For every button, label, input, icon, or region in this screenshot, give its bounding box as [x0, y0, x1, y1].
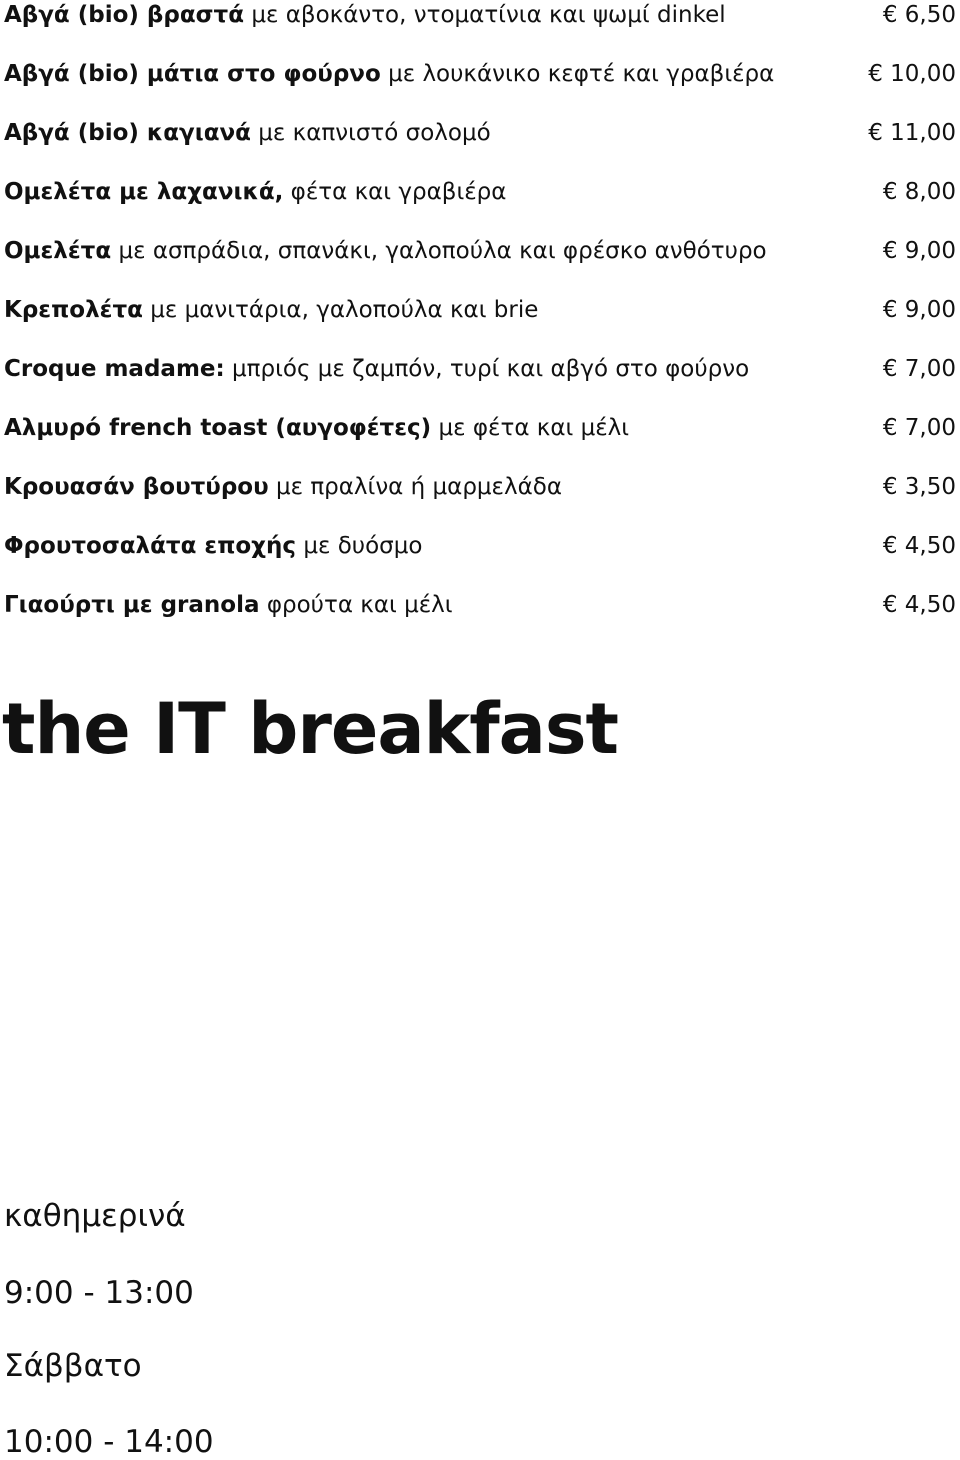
menu-item-name: Κρουασάν βουτύρου: [4, 474, 269, 500]
menu-item-price: € 10,00: [868, 61, 956, 87]
menu-item-description: με πραλίνα ή μαρμελάδα: [275, 474, 562, 500]
menu-item: [4, 351, 956, 387]
menu-item-price: € 7,00: [882, 415, 956, 441]
menu-item: [4, 292, 956, 328]
menu-item-description: με δυόσμο: [303, 533, 423, 559]
menu-item: [4, 0, 956, 33]
menu-item-description: με καπνιστό σολομό: [258, 120, 491, 146]
menu-item: [4, 528, 956, 564]
menu-item-price: € 11,00: [868, 120, 956, 146]
menu-item-price: € 9,00: [882, 238, 956, 264]
weekday-time: 9:00 - 13:00: [4, 1275, 194, 1311]
menu-item: [4, 115, 956, 151]
menu-item-description: φέτα και γραβιέρα: [290, 179, 507, 205]
menu-item: [4, 410, 956, 446]
menu-item-description: φρούτα και μέλι: [266, 592, 453, 618]
menu-item-text: [4, 356, 749, 382]
menu-item-name: Croque madame:: [4, 356, 225, 382]
menu-item-description: μπριός με ζαμπόν, τυρί και αβγό στο φούρνο: [232, 356, 750, 382]
menu-item-name: Αβγά (bio) καγιανά: [4, 120, 251, 146]
menu-item-price: € 8,00: [882, 179, 956, 205]
menu-item-name: Φρουτοσαλάτα εποχής: [4, 533, 297, 559]
section-title: the IT breakfast: [2, 688, 619, 770]
menu-item-text: [4, 238, 767, 264]
menu-item-price: € 9,00: [882, 297, 956, 323]
saturday-label: Σάββατο: [4, 1348, 142, 1384]
menu-item-text: [4, 297, 538, 323]
menu-item-name: Ομελέτα: [4, 238, 112, 264]
menu-item: [4, 233, 956, 269]
menu-item: [4, 587, 956, 623]
menu-item-price: € 7,00: [882, 356, 956, 382]
menu-item-text: [4, 120, 491, 146]
menu-item-text: [4, 2, 726, 28]
menu-item-description: με ασπράδια, σπανάκι, γαλοπούλα και φρέσκο ανθότυρο: [118, 238, 767, 264]
menu-item-price: € 4,50: [882, 592, 956, 618]
menu-item-price: € 6,50: [882, 2, 956, 28]
saturday-time: 10:00 - 14:00: [4, 1424, 214, 1460]
menu-item-text: [4, 179, 506, 205]
weekday-label: καθημερινά: [4, 1198, 186, 1234]
menu-item: [4, 56, 956, 92]
menu-item-text: [4, 415, 629, 441]
menu-item-name: Γιαούρτι με granola: [4, 592, 260, 618]
menu-item-description: με λουκάνικο κεφτέ και γραβιέρα: [388, 61, 775, 87]
menu-item-price: € 3,50: [882, 474, 956, 500]
menu-item-name: Ομελέτα με λαχανικά,: [4, 179, 284, 205]
menu-item-text: [4, 592, 453, 618]
menu-item-description: με αβοκάντο, ντοματίνια και ψωμί dinkel: [251, 2, 726, 28]
menu-item-name: Αλμυρό french toast (αυγοφέτες): [4, 415, 432, 441]
menu-item-description: με φέτα και μέλι: [438, 415, 630, 441]
menu-item: [4, 469, 956, 505]
menu-item-name: Αβγά (bio) μάτια στο φούρνο: [4, 61, 381, 87]
menu-item-price: € 4,50: [882, 533, 956, 559]
menu-item-name: Κρεπολέτα: [4, 297, 143, 323]
menu-item: [4, 174, 956, 210]
menu-item-description: με μανιτάρια, γαλοπούλα και brie: [150, 297, 539, 323]
menu-item-text: [4, 61, 774, 87]
menu-item-name: Αβγά (bio) βραστά: [4, 2, 245, 28]
menu-item-text: [4, 474, 562, 500]
menu-item-text: [4, 533, 422, 559]
